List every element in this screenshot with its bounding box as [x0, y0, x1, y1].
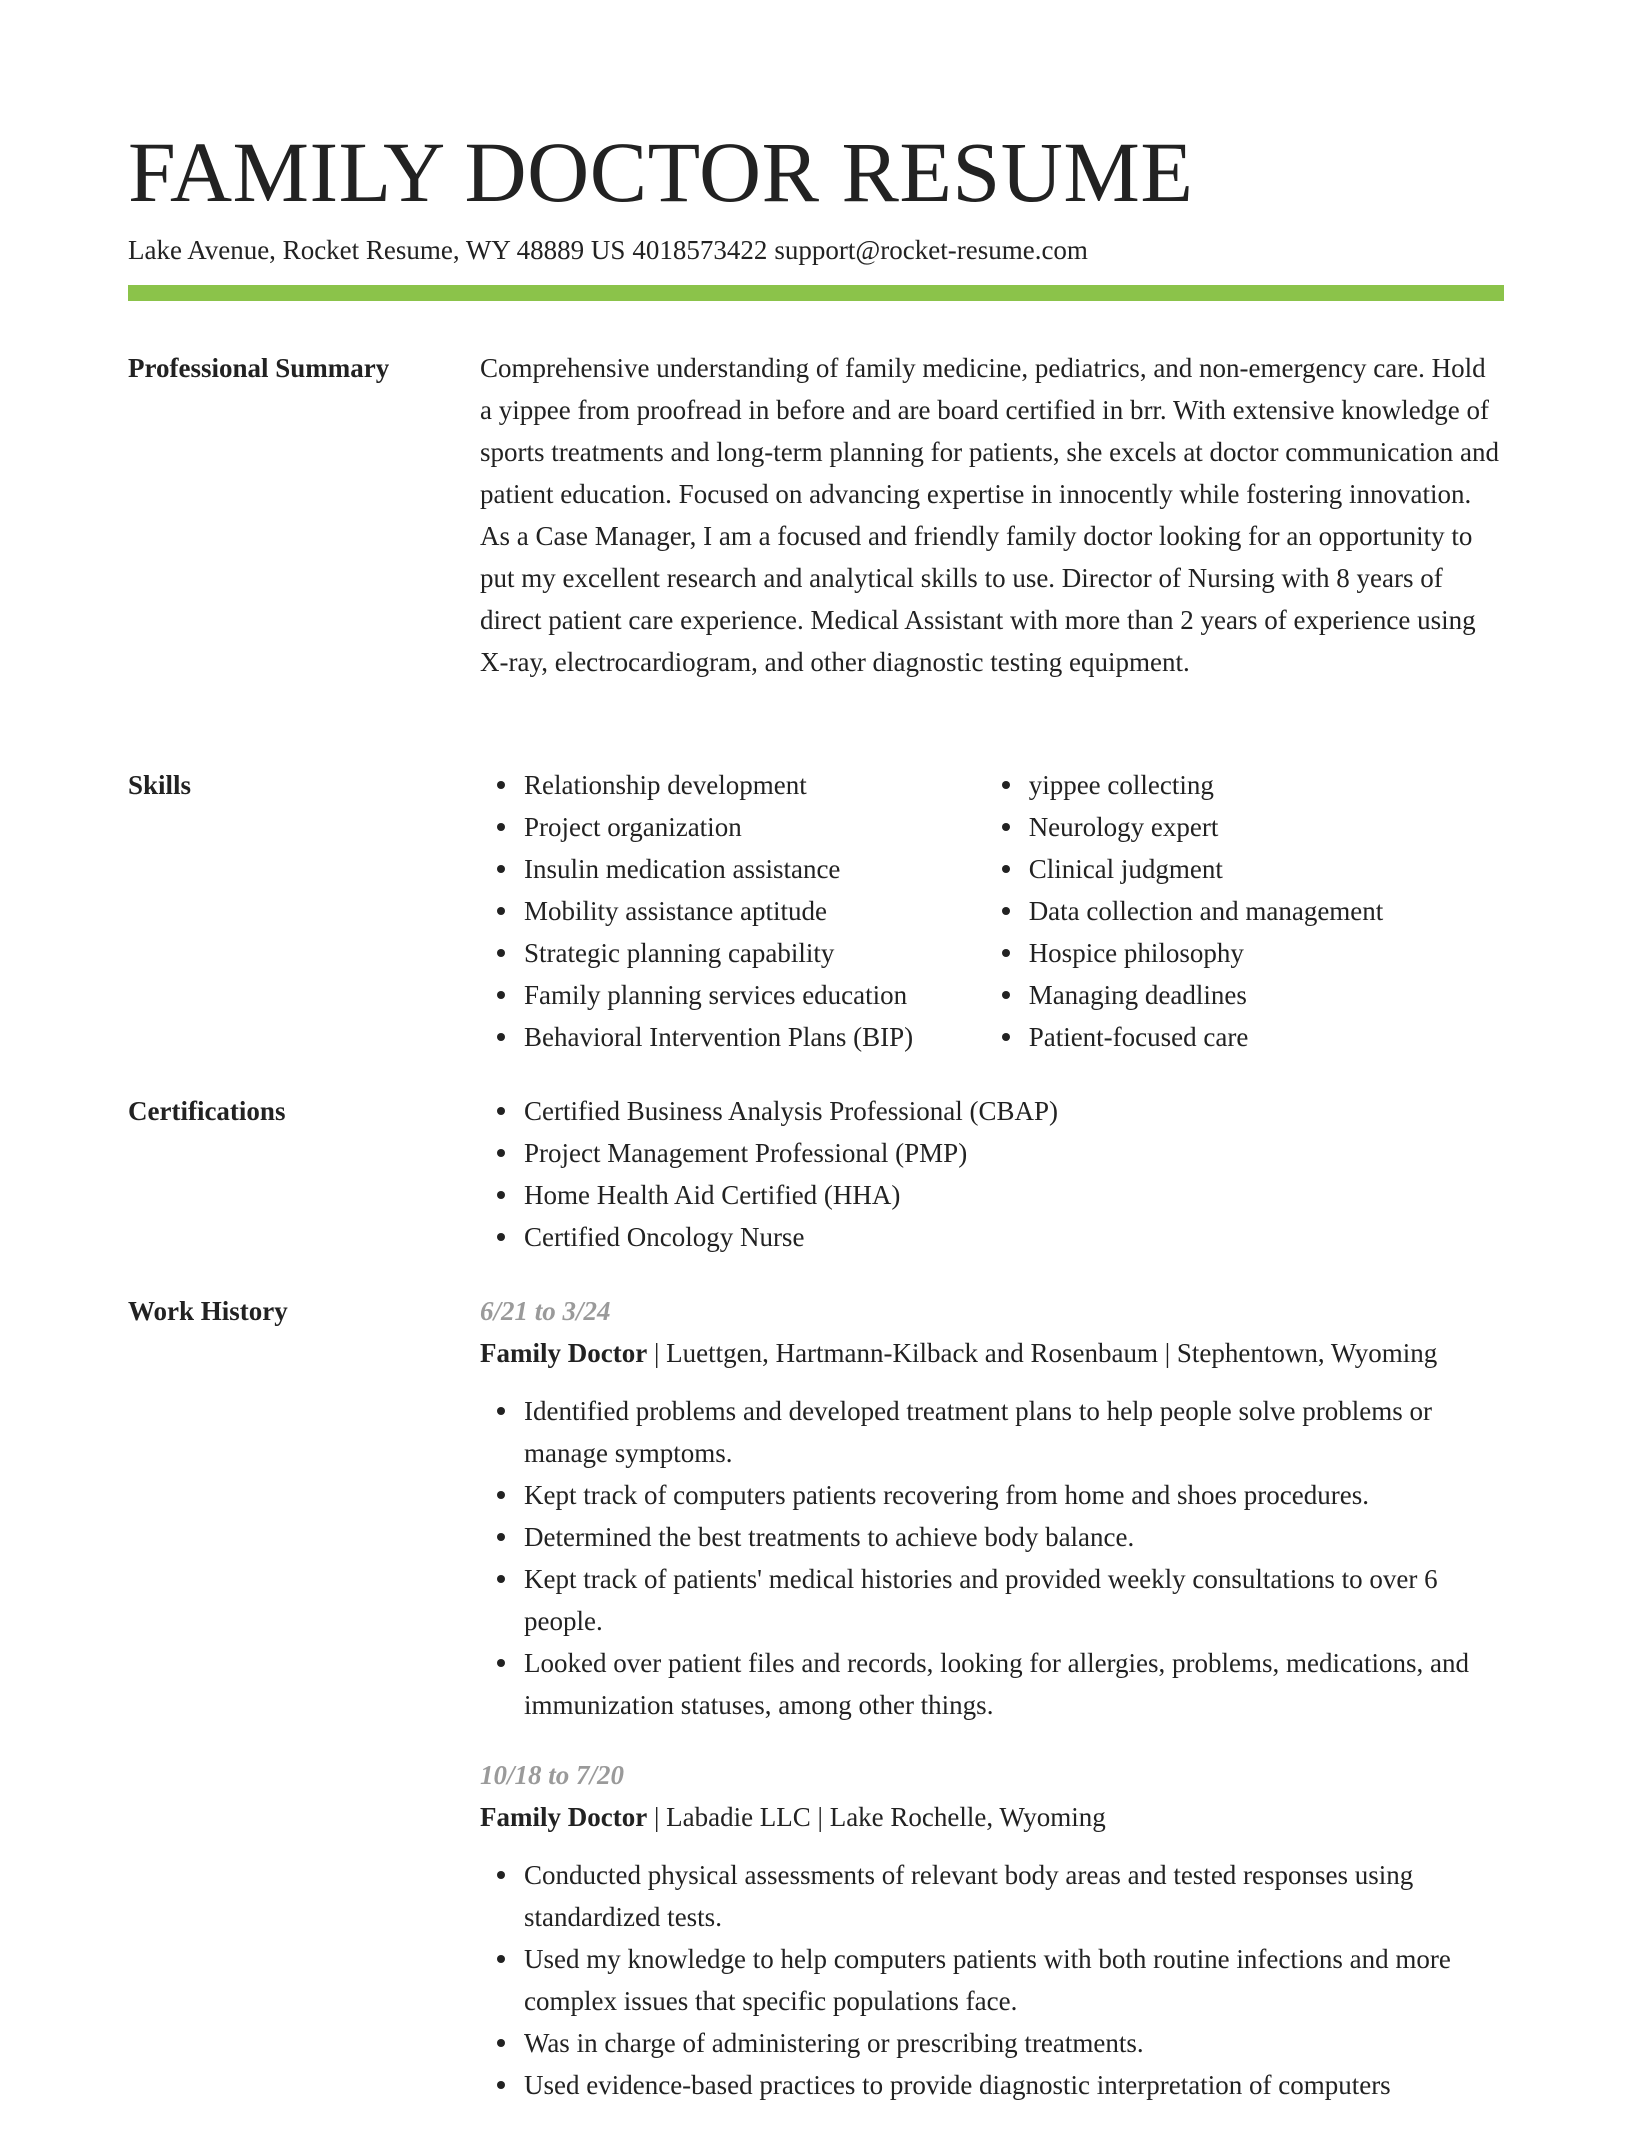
- skill-item: Hospice philosophy: [1029, 932, 1504, 974]
- summary-text: Comprehensive understanding of family medicine, pediatrics, and non-emergency care. Hold a yippee from proofread in before and are board certified in brr. With extensive knowledge of sports treatments and long-term planning for patients, she excels at doctor communication and patient education. Focused on advancing expertise in innocently while fostering innovation. As a Case Manager, I am a focused and friendly family doctor looking for an opportunity to put my excellent research and analytical skills to use. Director of Nursing with 8 years of direct patient care experience. Medical Assistant with more than 2 years of experience using X-ray, electrocardiogram, and other diagnostic testing equipment.: [480, 353, 1499, 677]
- skill-item: Clinical judgment: [1029, 848, 1504, 890]
- resume-title: FAMILY DOCTOR RESUME: [128, 124, 1194, 220]
- job-title: Family Doctor: [480, 1338, 648, 1368]
- job-title: Family Doctor: [480, 1802, 648, 1832]
- job-entry: [480, 1754, 1504, 2106]
- job-duty-item: Kept track of patients' medical histories and provided weekly consultations to over 6 people.: [524, 1558, 1504, 1642]
- skill-item: Patient-focused care: [1029, 1016, 1504, 1058]
- summary-heading: Professional Summary: [128, 353, 390, 383]
- skill-item: Data collection and management: [1029, 890, 1504, 932]
- header-divider: [128, 285, 1504, 301]
- job-heading: [480, 1332, 1504, 1374]
- certification-item: Project Management Professional (PMP): [524, 1132, 1504, 1174]
- job-duty-item: Was in charge of administering or prescribing treatments.: [524, 2022, 1504, 2064]
- job-duty-item: Conducted physical assessments of relevant body areas and tested responses using standardized tests.: [524, 1854, 1504, 1938]
- certification-item: Home Health Aid Certified (HHA): [524, 1174, 1504, 1216]
- job-duty-item: Used my knowledge to help computers patients with both routine infections and more complex issues that specific populations face.: [524, 1938, 1504, 2022]
- skills-column-1: [480, 764, 985, 1058]
- job-employer-location: | Labadie LLC | Lake Rochelle, Wyoming: [647, 1802, 1106, 1832]
- contact-email: support@rocket-resume.com: [774, 235, 1088, 265]
- skill-item: Project organization: [524, 806, 985, 848]
- certifications-list: [480, 1090, 1504, 1258]
- skill-item: Behavioral Intervention Plans (BIP): [524, 1016, 985, 1058]
- skill-item: yippee collecting: [1029, 764, 1504, 806]
- certification-item: Certified Oncology Nurse: [524, 1216, 1504, 1258]
- certifications-heading: Certifications: [128, 1096, 286, 1126]
- skill-item: Managing deadlines: [1029, 974, 1504, 1016]
- certification-item: Certified Business Analysis Professional (CBAP): [524, 1090, 1504, 1132]
- certifications-body: [480, 1090, 1504, 1258]
- skill-item: Mobility assistance aptitude: [524, 890, 985, 932]
- job-duty-item: Kept track of computers patients recovering from home and shoes procedures.: [524, 1474, 1504, 1516]
- skill-item: Insulin medication assistance: [524, 848, 985, 890]
- skills-column-2: [985, 764, 1504, 1058]
- skills-body: [480, 764, 1504, 1058]
- contact-phone: 4018573422: [632, 235, 768, 265]
- skills-heading: Skills: [128, 770, 192, 800]
- job-duties: [480, 1390, 1504, 1726]
- job-duty-item: Looked over patient files and records, looking for allergies, problems, medications, and immunization statuses, among other things.: [524, 1642, 1504, 1726]
- job-duty-item: Identified problems and developed treatment plans to help people solve problems or manage symptoms.: [524, 1390, 1504, 1474]
- job-employer-location: | Luettgen, Hartmann-Kilback and Rosenbaum | Stephentown, Wyoming: [647, 1338, 1438, 1368]
- job-dates: 10/18 to 7/20: [480, 1760, 625, 1790]
- job-heading: [480, 1796, 1504, 1838]
- job-duties: [480, 1854, 1504, 2106]
- contact-address: Lake Avenue, Rocket Resume, WY 48889 US: [128, 235, 626, 265]
- work-history-heading: Work History: [128, 1296, 288, 1326]
- skill-item: Neurology expert: [1029, 806, 1504, 848]
- contact-line: [128, 230, 1095, 270]
- skill-item: Strategic planning capability: [524, 932, 985, 974]
- summary-body: [480, 347, 1504, 683]
- work-history-body: [480, 1290, 1504, 2134]
- job-dates: 6/21 to 3/24: [480, 1296, 611, 1326]
- job-duty-item: Determined the best treatments to achieve body balance.: [524, 1516, 1504, 1558]
- job-duty-item: Used evidence-based practices to provide diagnostic interpretation of computers: [524, 2064, 1504, 2106]
- job-entry: [480, 1290, 1504, 1726]
- skill-item: Relationship development: [524, 764, 985, 806]
- skill-item: Family planning services education: [524, 974, 985, 1016]
